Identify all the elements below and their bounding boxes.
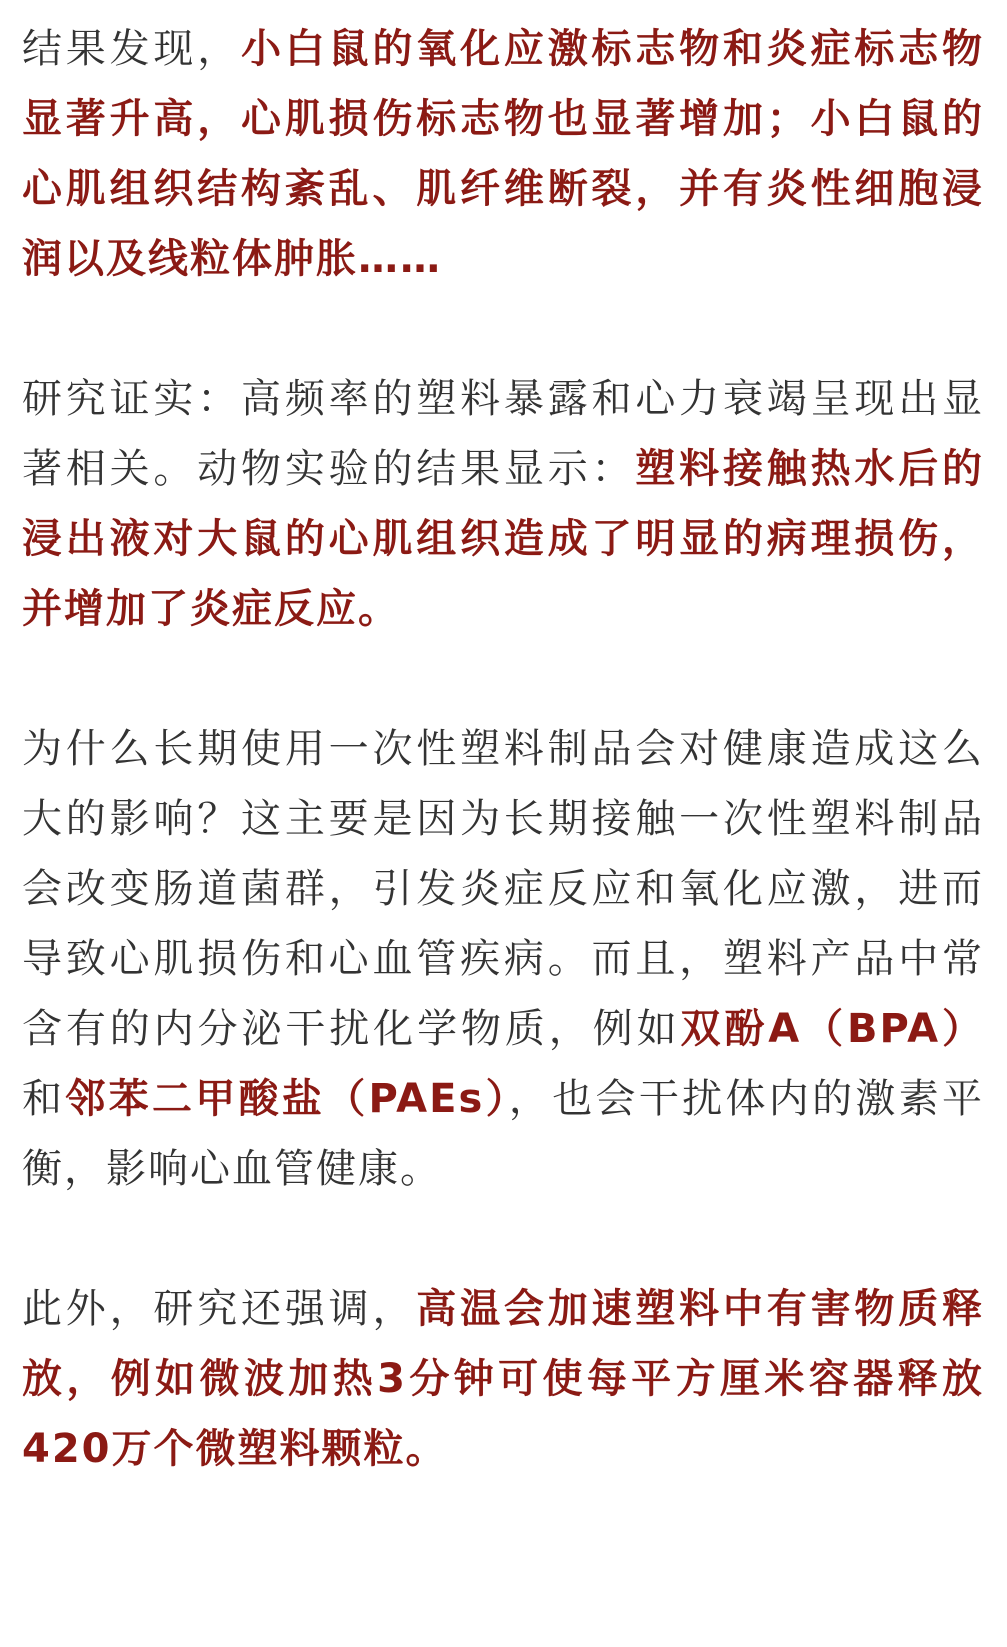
paes-highlight-text: 邻苯二甲酸盐（PAEs） — [65, 1076, 509, 1122]
bpa-highlight-text: 双酚A（BPA） — [680, 1006, 985, 1052]
explanation-end-text: ，也会干扰体内的激素平衡，影响心血管健康。 — [22, 1076, 985, 1192]
paragraph-high-temperature — [22, 1274, 984, 1484]
study-highlight-text: 塑料接触热水后的浸出液对大鼠的心肌组织造成了明显的病理损伤，并增加了炎症反应。 — [22, 446, 985, 632]
paragraph-findings — [22, 14, 984, 294]
explanation-text: 为什么长期使用一次性塑料制品会对健康造成这么大的影响？这主要是因为长期接触一次性塑料制品会改变肠道菌群，引发炎症反应和氧化应激，进而导致心肌损伤和心血管疾病。而且，塑料产品中常含有的内分泌干扰化学物质，例如 — [22, 726, 984, 1052]
temperature-highlight-text: 高温会加速塑料中有害物质释放，例如微波加热3分钟可使每平方厘米容器释放420万个微塑料颗粒。 — [22, 1286, 985, 1472]
findings-intro-text: 结果发现， — [22, 26, 242, 72]
study-intro-text: 研究证实：高频率的塑料暴露和心力衰竭呈现出显著相关。动物实验的结果显示： — [22, 376, 984, 492]
article-body — [22, 14, 984, 1484]
temperature-intro-text: 此外，研究还强调， — [22, 1286, 417, 1332]
paragraph-explanation — [22, 714, 984, 1204]
paragraph-spacer — [22, 1204, 984, 1274]
paragraph-spacer — [22, 294, 984, 364]
paragraph-study-confirmation — [22, 364, 984, 644]
findings-highlight-text: 小白鼠的氧化应激标志物和炎症标志物显著升高，心肌损伤标志物也显著增加；小白鼠的心肌组织结构紊乱、肌纤维断裂，并有炎性细胞浸润以及线粒体肿胀…… — [22, 26, 985, 282]
connector-text: 和 — [22, 1076, 66, 1122]
paragraph-spacer — [22, 644, 984, 714]
